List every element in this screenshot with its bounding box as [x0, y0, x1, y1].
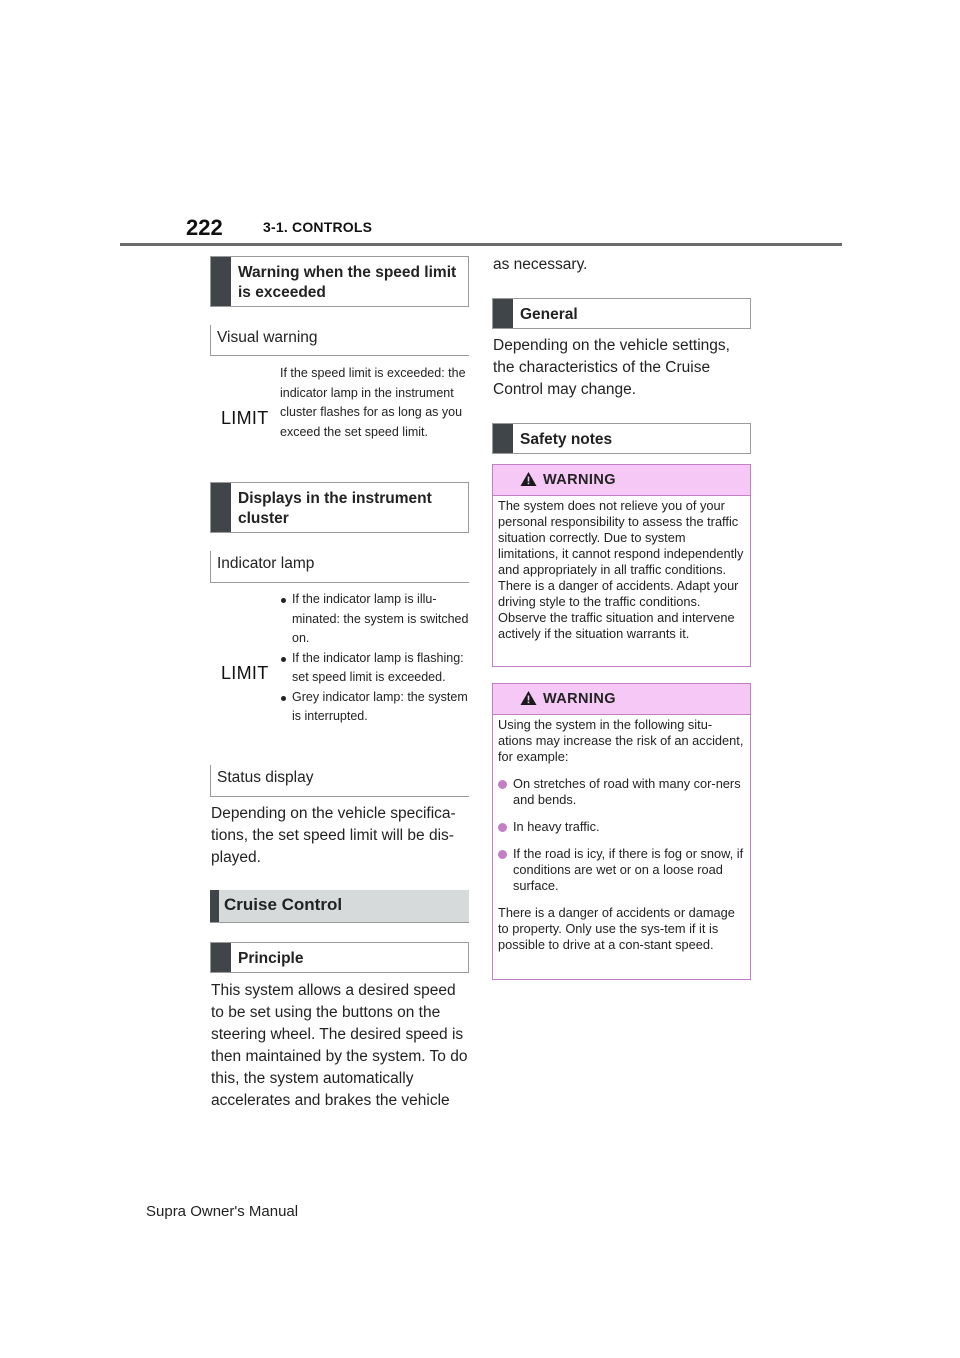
warning-body	[498, 717, 744, 964]
warning-bullet: In heavy traffic.	[498, 819, 744, 835]
heading-tab	[211, 483, 231, 532]
footer-title: Supra Owner's Manual	[146, 1203, 299, 1220]
heading-text: General	[520, 306, 578, 323]
subheading-text: Visual warning	[217, 329, 318, 346]
list-item: Grey indicator lamp: the system is interrupted.	[280, 688, 470, 727]
warning-triangle-icon	[520, 471, 537, 487]
heading-tab	[210, 890, 219, 922]
warning-title: WARNING	[543, 691, 616, 707]
warning-bullet: On stretches of road with many cor-ners and bends.	[498, 776, 744, 808]
warning-header	[493, 684, 750, 715]
warning-header	[493, 465, 750, 496]
instrument-cluster-displays-heading	[210, 482, 469, 533]
list-item: If the indicator lamp is illu-minated: the system is switched on.	[280, 590, 470, 649]
visual-warning-heading	[210, 325, 469, 356]
heading-text: Warning when the speed limit is exceeded	[238, 264, 457, 301]
visual-warning-text: If the speed limit is exceeded: the indicator lamp in the instrument cluster flashes for as long as you exceed the set speed limit.	[280, 366, 466, 439]
principle-heading	[210, 942, 469, 973]
heading-tab	[211, 943, 231, 972]
principle-text: This system allows a desired speed to be set using the buttons on the steering wheel. The desired speed is then maintained by the system. To do this, the system automatically accelerates and brakes the vehicle	[211, 982, 468, 1109]
heading-tab	[493, 424, 513, 453]
indicator-lamp-heading	[210, 551, 469, 583]
warning-text: The system does not relieve you of your personal responsibility to assess the traffic situation correctly. Due to system limitations, it cannot respond independently and appropriately in all traffic conditions. There is a danger of accidents. Adapt your driving style to the traffic conditions. Observe the traffic situation and intervene actively if the situation warrants it.	[498, 498, 744, 641]
subheading-text: Indicator lamp	[217, 555, 315, 572]
list-item: If the indicator lamp is flashing: set speed limit is exceeded.	[280, 649, 470, 688]
warning-intro: Using the system in the following situ-ations may increase the risk of an accident, for example:	[498, 717, 744, 764]
warning-bullet: If the road is icy, if there is fog or snow, if conditions are wet or on a loose road surface.	[498, 846, 744, 894]
chapter-title: 3-1. CONTROLS	[263, 219, 373, 235]
limit-symbol: LIMIT	[221, 408, 269, 428]
warning-box-1	[492, 464, 751, 667]
heading-text: Principle	[238, 950, 304, 967]
status-display-heading	[210, 765, 469, 797]
status-display-text: Depending on the vehicle specifica-tions, the set speed limit will be dis-played.	[211, 805, 456, 866]
continuation-text: as necessary.	[493, 256, 588, 273]
subheading-text: Status display	[217, 769, 314, 786]
header-divider	[120, 243, 842, 246]
general-text: Depending on the vehicle settings, the characteristics of the Cruise Control may change.	[493, 337, 730, 398]
limit-indicator-symbol: LIMIT	[221, 663, 269, 683]
heading-tab	[493, 299, 513, 328]
indicator-lamp-list	[280, 590, 470, 727]
warning-box-2	[492, 683, 751, 980]
warning-outro: There is a danger of accidents or damage to property. Only use the sys-tem if it is possible to drive at a con-stant speed.	[498, 905, 735, 952]
heading-tab	[211, 257, 231, 306]
page-number: 222	[186, 215, 223, 240]
heading-text: Cruise Control	[224, 895, 343, 914]
general-heading	[492, 298, 751, 329]
warning-title: WARNING	[543, 472, 616, 488]
warning-triangle-icon	[520, 690, 537, 706]
cruise-control-heading	[210, 890, 469, 923]
warning-body	[498, 498, 744, 653]
safety-notes-heading	[492, 423, 751, 454]
speed-limit-warning-heading	[210, 256, 469, 307]
heading-text: Safety notes	[520, 431, 613, 448]
heading-text: Displays in the instrument cluster	[238, 490, 432, 527]
